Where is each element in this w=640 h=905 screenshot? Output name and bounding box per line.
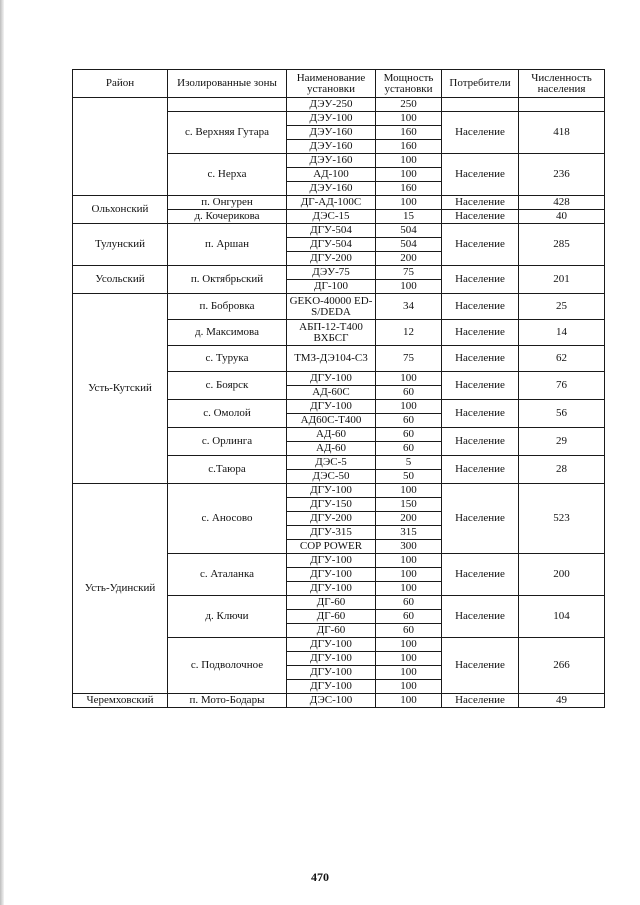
unit-power-cell: 100 bbox=[376, 280, 442, 294]
zone-cell: д. Максимова bbox=[168, 320, 287, 346]
scan-edge-shadow bbox=[0, 0, 4, 905]
unit-power-cell: 100 bbox=[376, 154, 442, 168]
population-cell: 266 bbox=[519, 638, 605, 694]
unit-name-cell: ДЭУ-160 bbox=[287, 182, 376, 196]
unit-power-cell: 100 bbox=[376, 554, 442, 568]
table-header bbox=[73, 70, 605, 98]
unit-name-cell: ДГУ-100 bbox=[287, 638, 376, 652]
unit-power-cell: 100 bbox=[376, 372, 442, 386]
consumers-cell: Население bbox=[442, 224, 519, 266]
district-cell: Усть-Удинский bbox=[73, 484, 168, 694]
consumers-cell: Население bbox=[442, 694, 519, 708]
unit-power-cell: 75 bbox=[376, 346, 442, 372]
unit-power-cell: 300 bbox=[376, 540, 442, 554]
unit-power-cell: 60 bbox=[376, 386, 442, 400]
zone-cell bbox=[168, 98, 287, 112]
population-cell: 201 bbox=[519, 266, 605, 294]
unit-name-cell: ДГУ-100 bbox=[287, 652, 376, 666]
unit-name-cell: ДГУ-100 bbox=[287, 372, 376, 386]
unit-power-cell: 504 bbox=[376, 238, 442, 252]
table-row bbox=[73, 224, 605, 238]
unit-power-cell: 60 bbox=[376, 624, 442, 638]
unit-name-cell: ДГ-60 bbox=[287, 624, 376, 638]
population-cell: 236 bbox=[519, 154, 605, 196]
unit-name-cell: ДГУ-100 bbox=[287, 666, 376, 680]
unit-power-cell: 504 bbox=[376, 224, 442, 238]
header-consumers: Потребители bbox=[442, 70, 519, 98]
unit-power-cell: 34 bbox=[376, 294, 442, 320]
population-cell: 62 bbox=[519, 346, 605, 372]
unit-name-cell: ДГУ-100 bbox=[287, 582, 376, 596]
population-cell: 200 bbox=[519, 554, 605, 596]
unit-name-cell: ДЭУ-75 bbox=[287, 266, 376, 280]
unit-name-cell: ДЭУ-160 bbox=[287, 140, 376, 154]
district-cell bbox=[73, 98, 168, 196]
zone-cell: с. Аносово bbox=[168, 484, 287, 554]
zone-cell: с. Турука bbox=[168, 346, 287, 372]
district-cell: Ольхонский bbox=[73, 196, 168, 224]
consumers-cell: Население bbox=[442, 400, 519, 428]
unit-name-cell: ДЭУ-250 bbox=[287, 98, 376, 112]
unit-power-cell: 160 bbox=[376, 182, 442, 196]
unit-power-cell: 100 bbox=[376, 568, 442, 582]
unit-power-cell: 50 bbox=[376, 470, 442, 484]
unit-power-cell: 100 bbox=[376, 112, 442, 126]
zone-cell: с. Нерха bbox=[168, 154, 287, 196]
unit-name-cell: ДГУ-100 bbox=[287, 400, 376, 414]
unit-power-cell: 100 bbox=[376, 638, 442, 652]
unit-power-cell: 60 bbox=[376, 610, 442, 624]
zone-cell: с. Боярск bbox=[168, 372, 287, 400]
consumers-cell: Население bbox=[442, 346, 519, 372]
table-body bbox=[73, 98, 605, 708]
population-cell: 28 bbox=[519, 456, 605, 484]
unit-power-cell: 5 bbox=[376, 456, 442, 470]
table-row bbox=[73, 294, 605, 320]
unit-power-cell: 60 bbox=[376, 596, 442, 610]
district-cell: Усть-Кутский bbox=[73, 294, 168, 484]
unit-name-cell: ДГ-АД-100С bbox=[287, 196, 376, 210]
district-cell: Усольский bbox=[73, 266, 168, 294]
unit-name-cell: ДГУ-100 bbox=[287, 554, 376, 568]
population-cell: 76 bbox=[519, 372, 605, 400]
zone-cell: п. Аршан bbox=[168, 224, 287, 266]
unit-power-cell: 150 bbox=[376, 498, 442, 512]
zone-cell: с. Омолой bbox=[168, 400, 287, 428]
unit-power-cell: 160 bbox=[376, 126, 442, 140]
population-cell: 25 bbox=[519, 294, 605, 320]
consumers-cell: Население bbox=[442, 484, 519, 554]
unit-name-cell: ДГУ-200 bbox=[287, 512, 376, 526]
unit-power-cell: 100 bbox=[376, 168, 442, 182]
unit-name-cell: АД-60С bbox=[287, 386, 376, 400]
table-row bbox=[73, 266, 605, 280]
header-row bbox=[73, 70, 605, 98]
district-cell: Черемховский bbox=[73, 694, 168, 708]
population-cell: 29 bbox=[519, 428, 605, 456]
table-row bbox=[73, 694, 605, 708]
consumers-cell: Население bbox=[442, 428, 519, 456]
zone-cell: с. Аталанка bbox=[168, 554, 287, 596]
zone-cell: п. Бобровка bbox=[168, 294, 287, 320]
unit-power-cell: 250 bbox=[376, 98, 442, 112]
consumers-cell: Население bbox=[442, 196, 519, 210]
unit-power-cell: 12 bbox=[376, 320, 442, 346]
unit-name-cell: ДГУ-100 bbox=[287, 484, 376, 498]
unit-name-cell: ДГ-100 bbox=[287, 280, 376, 294]
unit-name-cell: ДГУ-100 bbox=[287, 568, 376, 582]
unit-power-cell: 100 bbox=[376, 666, 442, 680]
unit-power-cell: 15 bbox=[376, 210, 442, 224]
unit-name-cell: ДГУ-504 bbox=[287, 224, 376, 238]
unit-power-cell: 100 bbox=[376, 694, 442, 708]
unit-power-cell: 100 bbox=[376, 196, 442, 210]
population-cell: 418 bbox=[519, 112, 605, 154]
generation-units-table bbox=[72, 69, 605, 708]
unit-power-cell: 315 bbox=[376, 526, 442, 540]
zone-cell: д. Кочерикова bbox=[168, 210, 287, 224]
unit-name-cell: АД-60 bbox=[287, 428, 376, 442]
population-cell bbox=[519, 98, 605, 112]
unit-power-cell: 100 bbox=[376, 680, 442, 694]
zone-cell: с. Верхняя Гутара bbox=[168, 112, 287, 154]
population-cell: 56 bbox=[519, 400, 605, 428]
unit-name-cell: ДГУ-504 bbox=[287, 238, 376, 252]
unit-name-cell: ДГ-60 bbox=[287, 596, 376, 610]
unit-name-cell: ТМЗ-ДЭ104-С3 bbox=[287, 346, 376, 372]
population-cell: 523 bbox=[519, 484, 605, 554]
consumers-cell: Население bbox=[442, 294, 519, 320]
unit-power-cell: 100 bbox=[376, 400, 442, 414]
consumers-cell: Население bbox=[442, 372, 519, 400]
consumers-cell: Население bbox=[442, 210, 519, 224]
unit-power-cell: 60 bbox=[376, 442, 442, 456]
consumers-cell: Население bbox=[442, 638, 519, 694]
zone-cell: п. Октябрьский bbox=[168, 266, 287, 294]
unit-name-cell: ДГУ-315 bbox=[287, 526, 376, 540]
unit-name-cell: COP POWER bbox=[287, 540, 376, 554]
zone-cell: с. Подволочное bbox=[168, 638, 287, 694]
consumers-cell: Население bbox=[442, 456, 519, 484]
unit-name-cell: ДЭУ-160 bbox=[287, 154, 376, 168]
consumers-cell: Население bbox=[442, 266, 519, 294]
unit-name-cell: ДЭС-5 bbox=[287, 456, 376, 470]
zone-cell: п. Онгурен bbox=[168, 196, 287, 210]
population-cell: 285 bbox=[519, 224, 605, 266]
unit-power-cell: 60 bbox=[376, 428, 442, 442]
unit-name-cell: ДГ-60 bbox=[287, 610, 376, 624]
unit-power-cell: 100 bbox=[376, 484, 442, 498]
header-district: Район bbox=[73, 70, 168, 98]
unit-power-cell: 200 bbox=[376, 252, 442, 266]
unit-power-cell: 160 bbox=[376, 140, 442, 154]
table-row bbox=[73, 98, 605, 112]
zone-cell: с.Таюра bbox=[168, 456, 287, 484]
unit-power-cell: 60 bbox=[376, 414, 442, 428]
zone-cell: п. Мото-Бодары bbox=[168, 694, 287, 708]
unit-name-cell: АД60С-Т400 bbox=[287, 414, 376, 428]
unit-power-cell: 100 bbox=[376, 652, 442, 666]
unit-name-cell: ДЭУ-160 bbox=[287, 126, 376, 140]
header-zone: Изолированные зоны bbox=[168, 70, 287, 98]
unit-name-cell: ДГУ-100 bbox=[287, 680, 376, 694]
header-unit: Наименование установки bbox=[287, 70, 376, 98]
header-population: Численность населения bbox=[519, 70, 605, 98]
consumers-cell bbox=[442, 98, 519, 112]
unit-power-cell: 200 bbox=[376, 512, 442, 526]
consumers-cell: Население bbox=[442, 596, 519, 638]
population-cell: 428 bbox=[519, 196, 605, 210]
unit-name-cell: ДЭС-100 bbox=[287, 694, 376, 708]
unit-name-cell: ДЭС-50 bbox=[287, 470, 376, 484]
unit-name-cell: АД-100 bbox=[287, 168, 376, 182]
unit-name-cell: ДЭС-15 bbox=[287, 210, 376, 224]
zone-cell: с. Орлинга bbox=[168, 428, 287, 456]
header-power: Мощность установки bbox=[376, 70, 442, 98]
page-number: 470 bbox=[311, 870, 329, 884]
population-cell: 14 bbox=[519, 320, 605, 346]
unit-name-cell: ДЭУ-100 bbox=[287, 112, 376, 126]
population-cell: 40 bbox=[519, 210, 605, 224]
zone-cell: д. Ключи bbox=[168, 596, 287, 638]
unit-name-cell: ДГУ-150 bbox=[287, 498, 376, 512]
unit-power-cell: 75 bbox=[376, 266, 442, 280]
consumers-cell: Население bbox=[442, 154, 519, 196]
table-row bbox=[73, 484, 605, 498]
unit-name-cell: GEKO-40000 ED-S/DEDA bbox=[287, 294, 376, 320]
unit-name-cell: АД-60 bbox=[287, 442, 376, 456]
table-row bbox=[73, 196, 605, 210]
unit-name-cell: АБП-12-Т400 ВХБСГ bbox=[287, 320, 376, 346]
consumers-cell: Население bbox=[442, 320, 519, 346]
district-cell: Тулунский bbox=[73, 224, 168, 266]
unit-name-cell: ДГУ-200 bbox=[287, 252, 376, 266]
consumers-cell: Население bbox=[442, 554, 519, 596]
unit-power-cell: 100 bbox=[376, 582, 442, 596]
population-cell: 104 bbox=[519, 596, 605, 638]
population-cell: 49 bbox=[519, 694, 605, 708]
consumers-cell: Население bbox=[442, 112, 519, 154]
